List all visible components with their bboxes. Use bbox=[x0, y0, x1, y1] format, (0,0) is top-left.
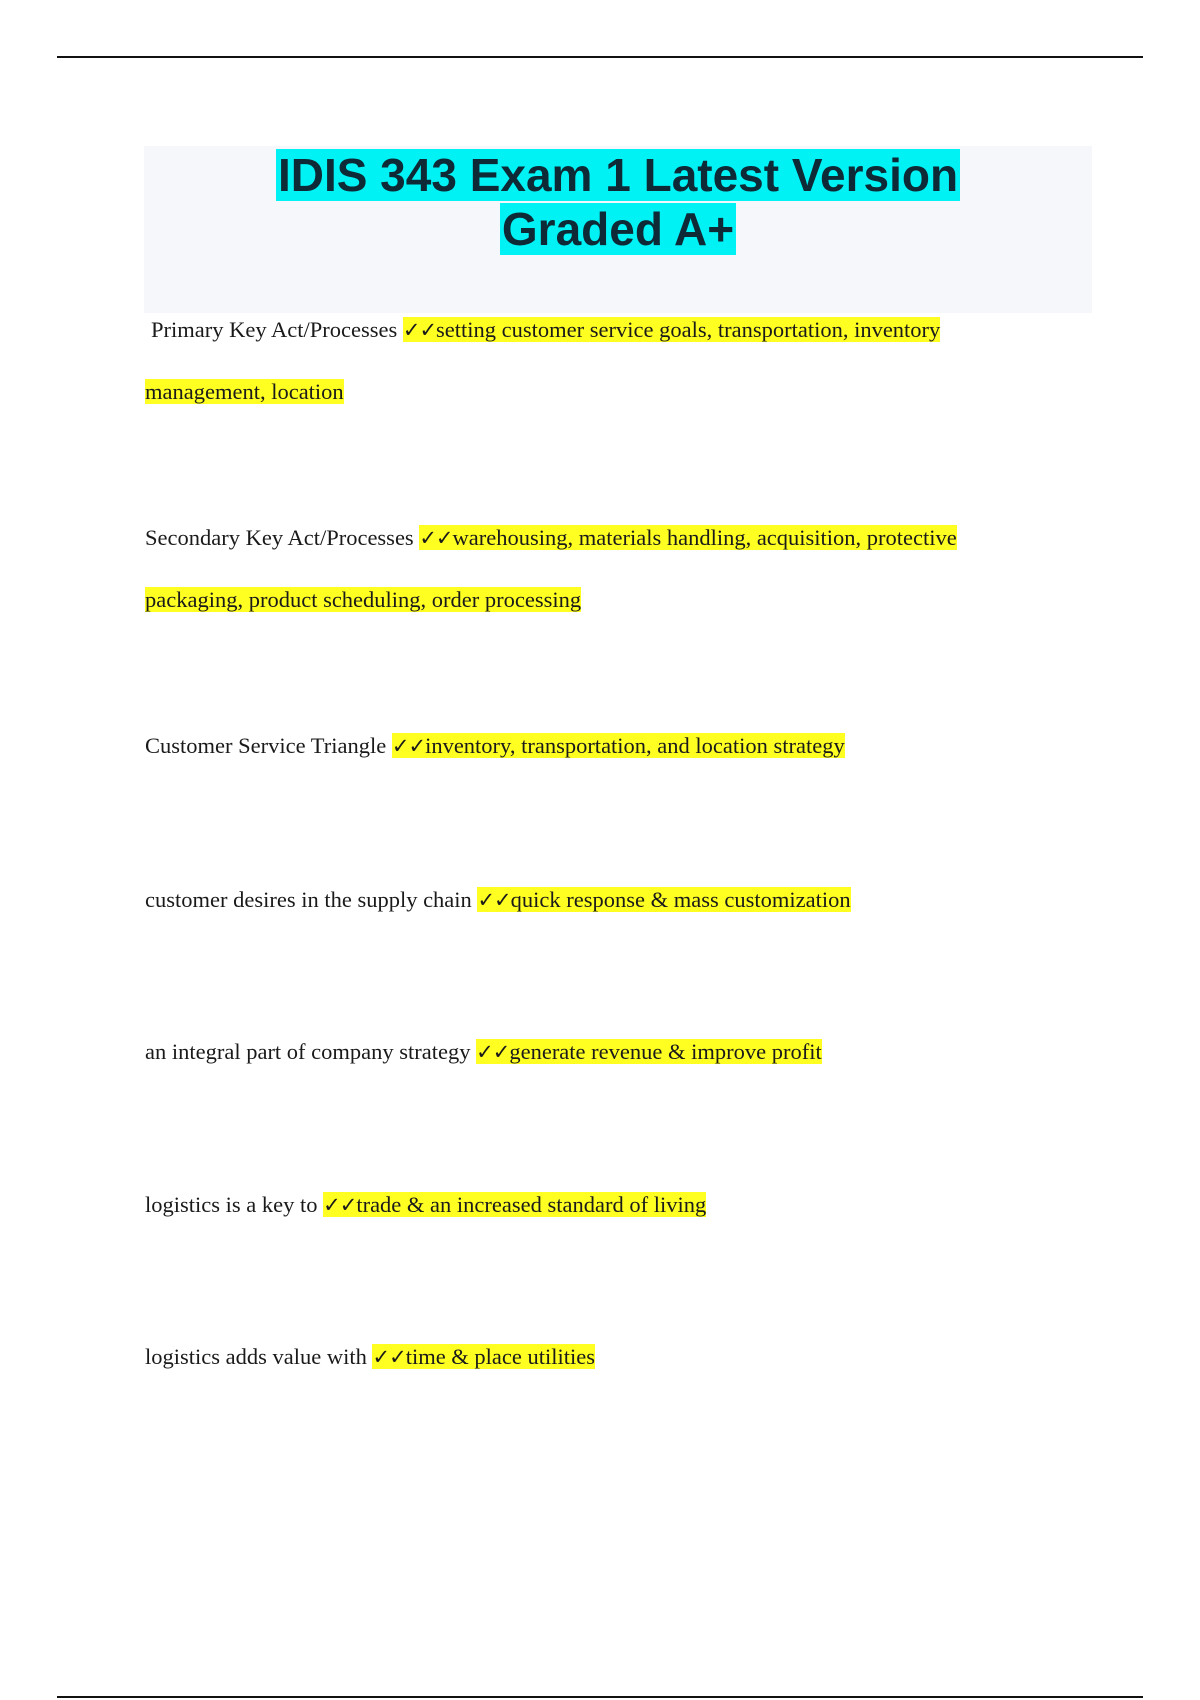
qa-item-4 bbox=[145, 869, 1045, 931]
qa-item-1 bbox=[145, 299, 1045, 422]
qa-item-6 bbox=[145, 1174, 1045, 1236]
question-text: customer desires in the supply chain bbox=[145, 887, 472, 912]
answer-highlight bbox=[476, 1039, 822, 1064]
qa-item-3 bbox=[145, 715, 1045, 777]
answer-text: setting customer service goals, transportation, inventory management, location bbox=[145, 317, 941, 404]
header-rule bbox=[57, 56, 1143, 58]
answer-text: generate revenue & improve profit bbox=[509, 1039, 822, 1064]
qa-item-2 bbox=[145, 507, 1045, 630]
check-icon: ✓✓ bbox=[402, 318, 437, 342]
answer-text: inventory, transportation, and location strategy bbox=[425, 733, 845, 758]
answer-highlight bbox=[392, 733, 845, 758]
answer-text: warehousing, materials handling, acquisition, protective packaging, product scheduling, order processing bbox=[145, 525, 957, 612]
check-icon: ✓✓ bbox=[372, 1345, 406, 1369]
answer-text: time & place utilities bbox=[405, 1344, 596, 1369]
answer-highlight bbox=[372, 1344, 595, 1369]
check-icon: ✓✓ bbox=[476, 1040, 510, 1064]
check-icon: ✓✓ bbox=[323, 1193, 357, 1217]
question-text: Primary Key Act/Processes bbox=[151, 317, 398, 342]
question-text: an integral part of company strategy bbox=[145, 1039, 471, 1064]
qa-item-5 bbox=[145, 1021, 1045, 1083]
footer-rule bbox=[57, 1696, 1143, 1698]
check-icon: ✓✓ bbox=[391, 734, 426, 758]
check-icon: ✓✓ bbox=[477, 888, 511, 912]
answer-text: quick response & mass customization bbox=[510, 887, 851, 912]
question-text: Secondary Key Act/Processes bbox=[145, 525, 414, 550]
answer-highlight bbox=[323, 1192, 706, 1217]
question-text: Customer Service Triangle bbox=[145, 733, 387, 758]
document-title-line-1: IDIS 343 Exam 1 Latest Version bbox=[277, 149, 959, 201]
question-text: logistics is a key to bbox=[145, 1192, 318, 1217]
document-title-line-2: Graded A+ bbox=[501, 203, 735, 255]
title-block bbox=[144, 146, 1092, 313]
answer-highlight bbox=[477, 887, 850, 912]
qa-item-7 bbox=[145, 1326, 1045, 1388]
answer-text: trade & an increased standard of living bbox=[356, 1192, 707, 1217]
question-text: logistics adds value with bbox=[145, 1344, 367, 1369]
check-icon: ✓✓ bbox=[419, 526, 453, 550]
